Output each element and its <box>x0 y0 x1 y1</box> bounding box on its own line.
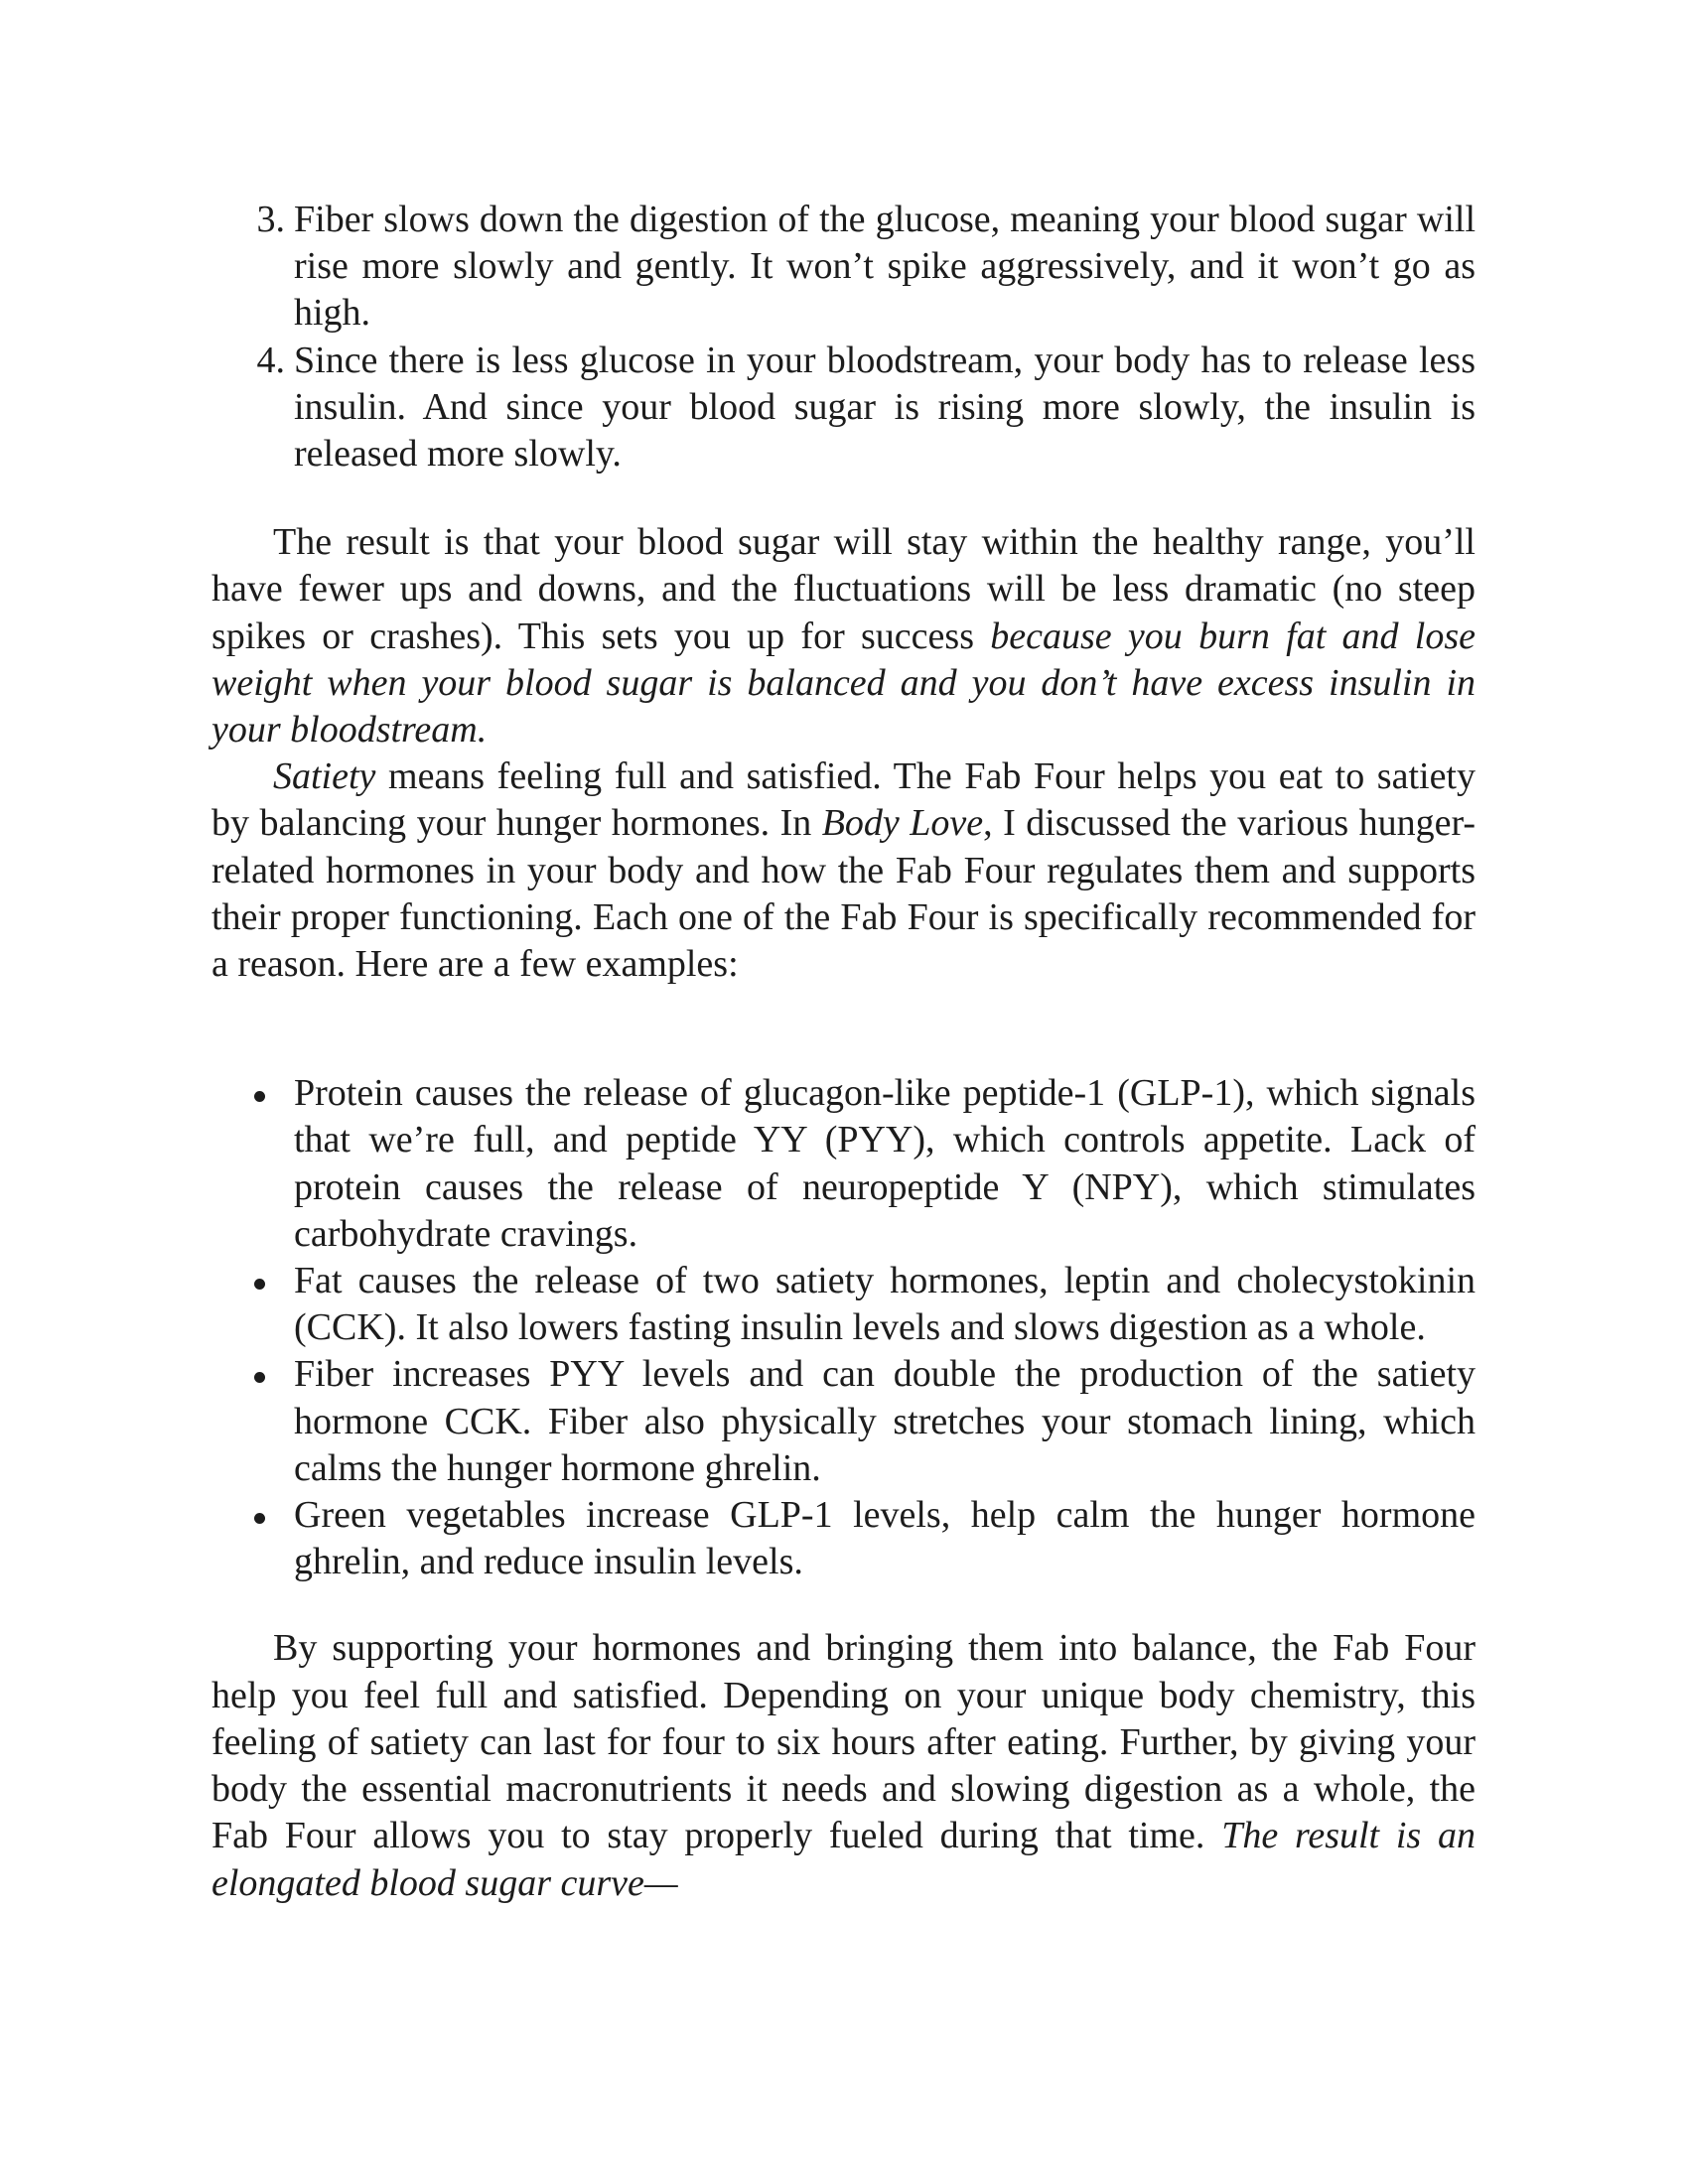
list-item-text: Fiber slows down the digestion of the glucose, meaning your blood sugar will rise more slowly and gently. It won’t spike aggressively, and it won’t go as high. <box>294 199 1476 335</box>
paragraph-text: The result is that your blood sugar will stay within the healthy range, you’ll have fewer ups and downs, and the fluctuations will be less dramatic (no steep spikes or crashes). This sets you up for success <box>211 521 1476 657</box>
bullet-list <box>211 1070 1476 1585</box>
spacer <box>211 988 1476 1070</box>
paragraph-text: means feeling full and satisfied. The Fab Four helps you eat to satiety by balancing your hunger hormones. In <box>211 755 1476 845</box>
list-item-text: Fiber increases PYY levels and can double the production of the satiety hormone CCK. Fiber also physically stretches your stomach lining, which calms the hunger hormone ghrelin. <box>294 1353 1476 1489</box>
list-item-text: Protein causes the release of glucagon-like peptide-1 (GLP-1), which signals that we’re full, and peptide YY (PYY), which controls appetite. Lack of protein causes the release of neuropeptide Y (NPY), which stimulates carbohydrate cravings. <box>294 1072 1476 1255</box>
list-item <box>211 338 1476 478</box>
bullet-icon <box>254 1372 265 1383</box>
page-body <box>211 197 1476 1907</box>
list-item <box>211 1351 1476 1492</box>
paragraph-result <box>211 519 1476 753</box>
bullet-icon <box>254 1513 265 1524</box>
spacer <box>211 1585 1476 1625</box>
list-item-text: Green vegetables increase GLP-1 levels, help calm the hunger hormone ghrelin, and reduce insulin levels. <box>294 1494 1476 1583</box>
list-number: 4. <box>256 339 285 381</box>
list-item <box>211 197 1476 338</box>
book-title: Body Love <box>821 802 984 845</box>
spacer <box>211 478 1476 519</box>
emphasis-text: because you burn fat and lose weight when your blood sugar is balanced and you don’t have excess insulin in your bloodstream. <box>211 614 1477 751</box>
bullet-icon <box>254 1091 265 1102</box>
emphasis-text: The result is an elongated blood sugar curve— <box>211 1815 1476 1904</box>
bullet-icon <box>254 1279 265 1290</box>
paragraph-text: , I discussed the various hunger-related hormones in your body and how the Fab Four regulates them and supports their proper functioning. Each one of the Fab Four is specifically recommended for a reason. Here are a few examples: <box>211 802 1476 986</box>
list-item-text: Fat causes the release of two satiety hormones, leptin and cholecystokinin (CCK). It also lowers fasting insulin levels and slows digestion as a whole. <box>294 1260 1476 1349</box>
paragraph-satiety <box>211 753 1476 988</box>
paragraph-text: By supporting your hormones and bringing them into balance, the Fab Four help you feel full and satisfied. Depending on your unique body chemistry, this feeling of satiety can last for four to six hours after eating. Further, by giving your body the essential macronutrients it needs and slowing digestion as a whole, the Fab Four allows you to stay properly fueled during that time. <box>211 1627 1476 1857</box>
term-satiety: Satiety <box>273 755 376 798</box>
list-number: 3. <box>256 199 285 240</box>
list-item <box>211 1492 1476 1585</box>
list-item-text: Since there is less glucose in your bloodstream, your body has to release less insulin. And since your blood sugar is rising more slowly, the insulin is released more slowly. <box>294 339 1476 476</box>
numbered-list <box>211 197 1476 478</box>
list-item <box>211 1070 1476 1258</box>
paragraph-hormones <box>211 1625 1476 1906</box>
list-item <box>211 1258 1476 1351</box>
